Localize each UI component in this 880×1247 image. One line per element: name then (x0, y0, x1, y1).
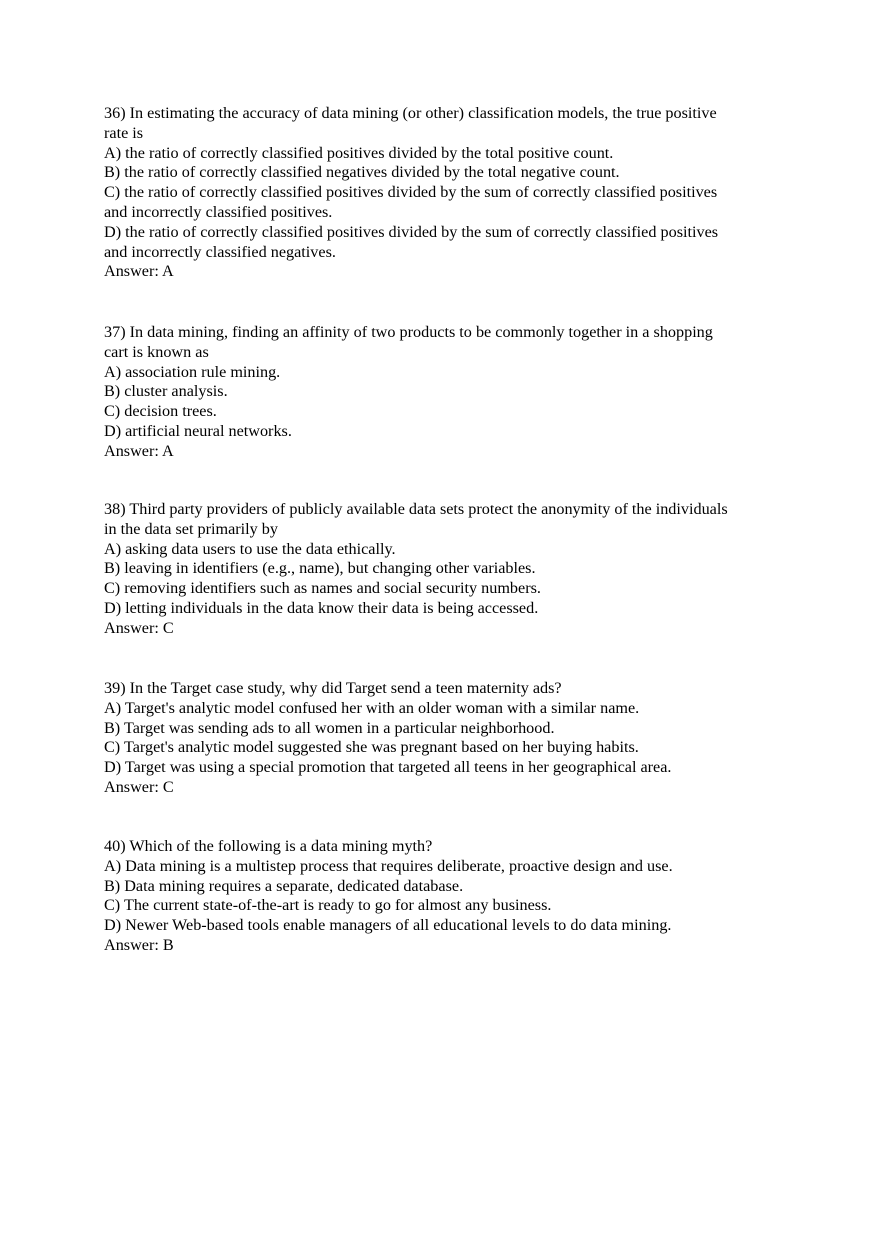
option-d: D) letting individuals in the data know their data is being accessed. (104, 598, 539, 617)
question-stem: rate is (104, 123, 144, 142)
option-d: and incorrectly classified negatives. (104, 242, 336, 261)
question-stem: cart is known as (104, 342, 209, 361)
answer: Answer: A (104, 441, 174, 460)
answer: Answer: C (104, 618, 174, 637)
option-c: C) the ratio of correctly classified positives divided by the sum of correctly classified positives (104, 183, 718, 202)
question-stem: in the data set primarily by (104, 519, 278, 538)
question-stem: 37) In data mining, finding an affinity of two products to be commonly together in a shopping (104, 323, 713, 341)
option-b: B) cluster analysis. (104, 382, 228, 401)
option-a: A) Data mining is a multistep process that requires deliberate, proactive design and use. (104, 856, 673, 875)
option-c: C) Target's analytic model suggested she was pregnant based on her buying habits. (104, 738, 639, 757)
answer: Answer: A (104, 262, 174, 281)
option-a: A) Target's analytic model confused her with an older woman with a similar name. (104, 698, 640, 717)
option-c: C) removing identifiers such as names and social security numbers. (104, 579, 541, 598)
option-d: D) artificial neural networks. (104, 421, 292, 440)
option-a: A) the ratio of correctly classified positives divided by the total positive count. (104, 143, 614, 162)
option-c: C) decision trees. (104, 402, 217, 421)
option-d: D) Newer Web-based tools enable managers of all educational levels to do data mining. (104, 916, 672, 935)
question-39 (104, 679, 784, 798)
option-d: D) Target was using a special promotion that targeted all teens in her geographical area. (104, 758, 672, 777)
question-stem: 40) Which of the following is a data mining myth? (104, 837, 433, 855)
option-b: B) Target was sending ads to all women in a particular neighborhood. (104, 718, 555, 737)
question-38 (104, 500, 784, 639)
option-b: B) Data mining requires a separate, dedicated database. (104, 876, 464, 895)
answer: Answer: B (104, 935, 174, 954)
question-stem: 39) In the Target case study, why did Target send a teen maternity ads? (104, 679, 562, 697)
question-36 (104, 104, 784, 282)
question-stem: 36) In estimating the accuracy of data mining (or other) classification models, the true positive (104, 104, 717, 122)
answer: Answer: C (104, 777, 174, 796)
option-d: D) the ratio of correctly classified positives divided by the sum of correctly classified positives (104, 222, 719, 241)
option-a: A) asking data users to use the data ethically. (104, 539, 396, 558)
option-b: B) leaving in identifiers (e.g., name), but changing other variables. (104, 559, 536, 578)
option-a: A) association rule mining. (104, 362, 281, 381)
question-37 (104, 323, 784, 462)
option-c: C) The current state-of-the-art is ready to go for almost any business. (104, 896, 552, 915)
question-40 (104, 837, 784, 956)
option-c: and incorrectly classified positives. (104, 202, 333, 221)
question-stem: 38) Third party providers of publicly available data sets protect the anonymity of the individuals (104, 500, 728, 518)
option-b: B) the ratio of correctly classified negatives divided by the total negative count. (104, 163, 620, 182)
